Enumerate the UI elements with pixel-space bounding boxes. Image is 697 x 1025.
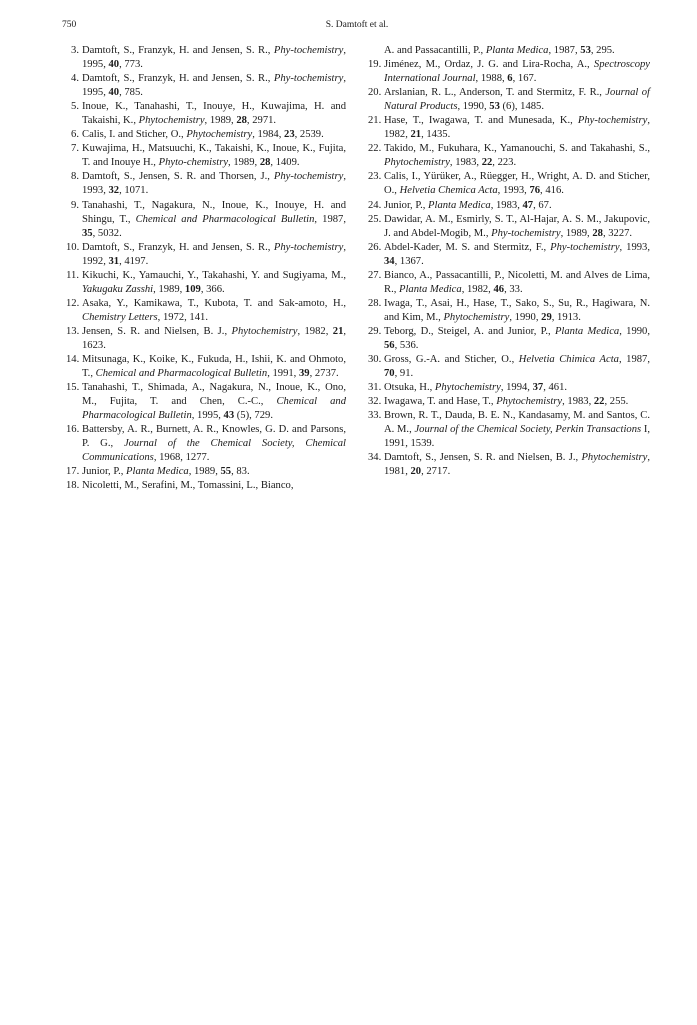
- reference-text: [82, 44, 346, 72]
- citation-text: , 1989,: [204, 115, 237, 127]
- citation-text: , 91.: [394, 368, 414, 380]
- reference-number: 28.: [368, 297, 382, 309]
- citation-text: , 1071.: [119, 185, 149, 197]
- reference-text: [384, 142, 650, 170]
- citation-text: , 67.: [533, 199, 552, 211]
- citation-text: Kuwajima, H., Matsuuchi, K., Takaishi, K., Inoue, K., Fujita, T. and Inouye H.,: [82, 143, 346, 169]
- reference-text: [82, 241, 346, 269]
- citation-text: Brown, R. T., Dauda, B. E. N., Kandasamy, M. and Santos, C. A. M.,: [384, 410, 650, 436]
- reference-item: [368, 213, 650, 241]
- reference-item: [66, 72, 346, 100]
- journal-title: Planta Medica: [485, 45, 549, 56]
- citation-text: Arslanian, R. L., Anderson, T. and Stermitz, F. R.,: [384, 87, 606, 99]
- volume-number: 23: [284, 129, 295, 141]
- reference-item: [368, 297, 650, 325]
- citation-text: , 773.: [119, 59, 143, 71]
- reference-text: [384, 86, 650, 114]
- citation-text: (5), 729.: [234, 410, 273, 422]
- citation-text: , 1993,: [497, 185, 530, 197]
- journal-title: Journal of the Chemical Society, Perkin Transactions: [414, 424, 642, 436]
- reference-text: [384, 241, 650, 269]
- citation-text: , 1984,: [252, 129, 285, 141]
- volume-number: 53: [489, 101, 500, 113]
- journal-title: Phy-tochemistry: [273, 73, 344, 85]
- journal-title: Planta Medica: [126, 466, 189, 478]
- citation-text: Damtoft, S., Franzyk, H. and Jensen, S. R.,: [82, 73, 274, 85]
- journal-title: Helvetia Chimica Acta: [518, 354, 619, 366]
- reference-text: [384, 297, 650, 325]
- citation-text: , 1989,: [560, 227, 593, 239]
- citation-text: Damtoft, S., Jensen, S. R. and Thorsen, J.,: [82, 171, 274, 183]
- citation-text: Inoue, K., Tanahashi, T., Inouye, H., Kuwajima, H. and Takaishi, K.,: [82, 101, 346, 127]
- citation-text: Hase, T., Iwagawa, T. and Munesada, K.,: [384, 115, 578, 127]
- reference-text: [82, 128, 346, 142]
- journal-title: Phytochemistry: [231, 325, 298, 337]
- reference-text: [384, 269, 650, 297]
- reference-number: 13.: [66, 325, 80, 337]
- citation-text: Damtoft, S., Jensen, S. R. and Nielsen, B. J.,: [384, 452, 582, 464]
- citation-text: , 1983,: [449, 157, 482, 169]
- citation-text: , 1995,: [82, 73, 346, 99]
- reference-number: 19.: [368, 59, 382, 71]
- reference-number: 16.: [66, 424, 80, 436]
- reference-number: 22.: [368, 143, 382, 155]
- reference-item: [368, 114, 650, 142]
- citation-text: , 1409.: [270, 157, 300, 169]
- reference-item: [66, 142, 346, 170]
- reference-number: 8.: [71, 171, 79, 183]
- reference-number: 29.: [368, 325, 382, 337]
- citation-text: , 1988,: [475, 73, 508, 85]
- citation-text: , 1989,: [188, 466, 221, 478]
- journal-title: Phytochemistry: [443, 311, 510, 323]
- citation-text: , 1435.: [421, 129, 451, 141]
- volume-number: 70: [384, 368, 395, 380]
- journal-title: Phytochemistry: [434, 382, 501, 394]
- journal-title: Phy-tochemistry: [491, 227, 561, 239]
- reference-text: [82, 381, 346, 423]
- citation-text: , 1991,: [267, 368, 299, 380]
- reference-number: 31.: [368, 382, 382, 394]
- citation-text: , 1983,: [490, 199, 523, 211]
- citation-text: Nicoletti, M., Serafini, M., Tomassini, L., Bianco,: [82, 480, 294, 492]
- journal-title: Phyto-chemistry: [158, 157, 229, 169]
- reference-text: [82, 100, 346, 128]
- citation-text: Mitsunaga, K., Koike, K., Fukuda, H., Ishii, K. and Ohmoto, T.,: [82, 354, 346, 380]
- reference-item: [66, 100, 346, 128]
- reference-number: 26.: [368, 241, 382, 253]
- citation-text: Battersby, A. R., Burnett, A. R., Knowles, G. D. and Parsons, P. G.,: [82, 424, 346, 450]
- reference-number: 6.: [71, 129, 79, 141]
- citation-text: Damtoft, S., Franzyk, H. and Jensen, S. R.,: [82, 241, 274, 253]
- reference-item: [368, 199, 650, 213]
- reference-text: [384, 381, 650, 395]
- citation-text: , 1994,: [500, 382, 533, 394]
- citation-text: Otsuka, H.,: [384, 382, 435, 394]
- reference-number: 7.: [71, 143, 79, 155]
- journal-title: Spectroscopy International Journal: [384, 59, 650, 85]
- reference-number: 21.: [368, 115, 382, 127]
- reference-number: 15.: [66, 382, 80, 394]
- volume-number: 43: [223, 410, 235, 422]
- citation-text: , 1983,: [562, 396, 594, 408]
- volume-number: 46: [493, 283, 505, 295]
- citation-text: , 1990,: [619, 325, 650, 337]
- reference-number: 27.: [368, 269, 382, 281]
- volume-number: 40: [108, 87, 120, 99]
- volume-number: 53: [580, 45, 591, 56]
- reference-item: [368, 170, 650, 198]
- volume-number: 6: [507, 73, 513, 85]
- reference-item: [66, 170, 346, 198]
- citation-text: Damtoft, S., Franzyk, H. and Jensen, S. R.,: [82, 45, 274, 56]
- citation-text: , 5032.: [92, 227, 122, 239]
- running-head: S. Damtoft et al.: [325, 20, 389, 30]
- reference-item: [66, 381, 346, 423]
- journal-title: Chemistry Letters: [82, 311, 158, 323]
- reference-text: [384, 353, 650, 381]
- citation-text: Teborg, D., Steigel, A. and Junior, P.,: [384, 325, 555, 337]
- volume-number: 34: [384, 255, 395, 267]
- journal-title: Yakugaku Zasshi: [82, 283, 154, 295]
- reference-number: 33.: [368, 410, 382, 422]
- citation-text: Kikuchi, K., Yamauchi, Y., Takahashi, Y. and Sugiyama, M.,: [82, 269, 346, 281]
- reference-number: 32.: [368, 396, 382, 408]
- citation-text: I, 1991, 1539.: [384, 424, 651, 450]
- citation-text: Tanahashi, T., Shimada, A., Nagakura, N., Inoue, K., Ono, M., Fujita, T. and Chen, C.-C.,: [82, 382, 346, 408]
- reference-text: [384, 451, 650, 479]
- citation-text: , 3227.: [602, 227, 633, 239]
- volume-number: 55: [220, 466, 232, 478]
- volume-number: 37: [532, 382, 544, 394]
- citation-text: Dawidar, A. M., Esmirly, S. T., Al-Hajar, A. S. M., Jakupovic, J. and Abdel-Mogib, M.,: [384, 213, 650, 239]
- citation-text: , 1995,: [191, 410, 224, 422]
- journal-title: Phy-tochemistry: [577, 115, 648, 127]
- reference-item: [368, 395, 650, 409]
- reference-text: [82, 269, 346, 297]
- citation-text: , 1367.: [394, 255, 424, 267]
- citation-text: Bianco, A., Passacantilli, P., Nicoletti, M. and Alves de Lima, R.,: [384, 269, 650, 295]
- volume-number: 22: [593, 396, 605, 408]
- reference-number: 18.: [66, 480, 80, 492]
- citation-text: Calis, I. and Sticher, O.,: [82, 129, 187, 141]
- reference-item: [368, 325, 650, 353]
- citation-text: Jensen, S. R. and Nielsen, B. J.,: [82, 325, 232, 337]
- citation-text: , 536.: [394, 339, 419, 351]
- journal-title: Phytochemistry: [384, 157, 450, 169]
- reference-item: [66, 297, 346, 325]
- journal-title: Phytochemistry: [496, 396, 563, 408]
- citation-text: , 295.: [590, 45, 615, 56]
- citation-text: , 1989,: [153, 283, 185, 295]
- citation-text: Takido, M., Fukuhara, K., Yamanouchi, S. and Takahashi, S.,: [384, 143, 650, 155]
- reference-text: [384, 409, 650, 451]
- reference-number: 20.: [368, 87, 382, 99]
- volume-number: 39: [298, 368, 310, 380]
- reference-number: 30.: [368, 354, 382, 366]
- citation-text: , 4197.: [119, 255, 149, 267]
- citation-text: , 1990,: [457, 101, 490, 113]
- citation-text: , 366.: [200, 283, 225, 295]
- citation-text: , 785.: [119, 87, 143, 99]
- journal-title: Chemical and Pharmacological Bulletin: [135, 213, 315, 225]
- reference-text: [82, 72, 346, 100]
- reference-text: [82, 479, 346, 493]
- reference-text: [82, 465, 346, 479]
- citation-text: (6), 1485.: [499, 101, 544, 113]
- volume-number: 40: [108, 59, 120, 71]
- reference-item: [368, 44, 650, 58]
- volume-number: 20: [410, 466, 422, 478]
- journal-title: Phy-tochemistry: [550, 241, 620, 253]
- citation-text: , 1993,: [82, 171, 346, 197]
- reference-item: [368, 58, 650, 86]
- citation-text: , 167.: [512, 73, 537, 85]
- reference-text: [82, 297, 346, 325]
- citation-text: , 1989,: [228, 157, 260, 169]
- reference-text: [82, 170, 346, 198]
- reference-text: [384, 213, 650, 241]
- reference-number: 17.: [66, 466, 80, 478]
- reference-item: [368, 269, 650, 297]
- journal-title: Phy-tochemistry: [273, 241, 344, 253]
- citation-text: , 1968, 1277.: [153, 452, 210, 464]
- volume-number: 32: [108, 185, 120, 197]
- volume-number: 35: [82, 227, 93, 239]
- reference-text: [82, 353, 346, 381]
- citation-text: , 1972, 141.: [157, 311, 208, 323]
- citation-text: , 1987,: [618, 354, 650, 366]
- reference-item: [368, 86, 650, 114]
- citation-text: Tanahashi, T., Nagakura, N., Inoue, K., Inouye, H. and Shingu, T.,: [82, 199, 346, 225]
- reference-item: [66, 241, 346, 269]
- citation-text: , 2539.: [294, 129, 324, 141]
- citation-text: Gross, G.-A. and Sticher, O.,: [384, 354, 519, 366]
- volume-number: 31: [108, 255, 120, 267]
- citation-text: Calis, I., Yürüker, A., Rüegger, H., Wright, A. D. and Sticher, O.,: [384, 171, 650, 197]
- journal-title: Chemical and Pharmacological Bulletin: [82, 396, 346, 422]
- reference-item: [66, 465, 346, 479]
- reference-text: [384, 170, 650, 198]
- reference-text: [384, 114, 650, 142]
- reference-item: [368, 353, 650, 381]
- volume-number: 21: [332, 325, 344, 337]
- citation-text: Abdel-Kader, M. S. and Stermitz, F.,: [384, 241, 551, 253]
- citation-text: , 1982,: [461, 283, 494, 295]
- reference-number: 11.: [66, 269, 79, 281]
- volume-number: 56: [384, 339, 395, 351]
- volume-number: 21: [410, 129, 422, 141]
- reference-text: [82, 325, 346, 353]
- volume-number: 28: [592, 227, 603, 239]
- citation-text: A. and Passacantilli, P.,: [384, 45, 486, 56]
- journal-title: Phy-tochemistry: [273, 45, 344, 56]
- volume-number: 47: [522, 199, 534, 211]
- volume-number: 29: [541, 311, 552, 323]
- reference-number: 9.: [71, 199, 79, 211]
- citation-text: , 1623.: [82, 325, 347, 351]
- reference-item: [368, 381, 650, 395]
- citation-text: Iwaga, T., Asai, H., Hase, T., Sako, S., Su, R., Hagiwara, N. and Kim, M.,: [384, 297, 650, 323]
- citation-text: , 461.: [543, 382, 568, 394]
- reference-number: 4.: [71, 73, 79, 85]
- journal-title: Journal of Natural Products: [384, 87, 650, 113]
- reference-text: [384, 199, 650, 213]
- reference-number: 12.: [66, 297, 80, 309]
- volume-number: 28: [259, 157, 271, 169]
- citation-text: , 83.: [231, 466, 250, 478]
- citation-text: , 1990,: [509, 311, 542, 323]
- reference-number: 3.: [71, 45, 79, 56]
- reference-item: [66, 128, 346, 142]
- journal-title: Phy-tochemistry: [273, 171, 344, 183]
- citation-text: , 416.: [540, 185, 564, 197]
- citation-text: , 1993,: [619, 241, 650, 253]
- reference-number: 34.: [368, 452, 382, 464]
- reference-text: [384, 395, 650, 409]
- citation-text: , 1913.: [551, 311, 581, 323]
- journal-title: Phytochemistry: [581, 452, 648, 464]
- journal-title: Planta Medica: [428, 199, 491, 211]
- citation-text: Asaka, Y., Kamikawa, T., Kubota, T. and Sak-amoto, H.,: [82, 297, 346, 309]
- reference-item: [368, 451, 650, 479]
- citation-text: , 2971.: [246, 115, 277, 127]
- reference-number: 14.: [66, 354, 80, 366]
- reference-number: 23.: [368, 171, 382, 183]
- citation-text: Iwagawa, T. and Hase, T.,: [384, 396, 497, 408]
- citation-text: , 1995,: [82, 45, 346, 71]
- citation-text: , 2717.: [421, 466, 451, 478]
- volume-number: 109: [184, 283, 201, 295]
- reference-item: [66, 353, 346, 381]
- journal-title: Chemical and Pharmacological Bulletin: [95, 368, 268, 380]
- reference-text: [384, 325, 650, 353]
- citation-text: , 2737.: [309, 368, 339, 380]
- reference-item: [66, 44, 346, 72]
- citation-text: , 1992,: [82, 241, 346, 267]
- journal-title: Journal of the Chemical Society, Chemical Communications: [82, 438, 346, 464]
- reference-number: 10.: [66, 241, 80, 253]
- reference-item: [368, 142, 650, 170]
- reference-number: 5.: [71, 101, 79, 113]
- reference-item: [368, 409, 650, 451]
- citation-text: , 1987,: [314, 213, 346, 225]
- references-right-column: [368, 44, 650, 479]
- journal-title: Planta Medica: [399, 283, 462, 295]
- volume-number: 22: [481, 157, 493, 169]
- volume-number: 28: [236, 115, 247, 127]
- journal-title: Phytochemistry: [138, 115, 205, 127]
- citation-text: , 33.: [504, 283, 523, 295]
- reference-text: [82, 423, 346, 465]
- reference-item: [66, 479, 346, 493]
- reference-number: 25.: [368, 213, 382, 225]
- reference-item: [66, 325, 346, 353]
- citation-text: , 255.: [604, 396, 629, 408]
- journal-title: Helvetia Chemica Acta: [399, 185, 498, 197]
- citation-text: Jiménez, M., Ordaz, J. G. and Lira-Rocha, A.,: [384, 59, 594, 71]
- journal-title: Phytochemistry: [186, 129, 253, 141]
- reference-item: [66, 423, 346, 465]
- reference-item: [368, 241, 650, 269]
- volume-number: 76: [529, 185, 541, 197]
- citation-text: , 1982,: [384, 115, 650, 141]
- citation-text: , 1982,: [297, 325, 333, 337]
- page-number: 750: [62, 20, 77, 30]
- citation-text: Junior, P.,: [384, 199, 429, 211]
- journal-title: Planta Medica: [554, 325, 620, 337]
- reference-text: [82, 142, 346, 170]
- citation-text: Junior, P.,: [82, 466, 127, 478]
- reference-text: [384, 58, 650, 86]
- reference-item: [66, 199, 346, 241]
- citation-text: , 1981,: [384, 452, 650, 478]
- reference-text: [384, 44, 650, 58]
- reference-text: [82, 199, 346, 241]
- citation-text: , 223.: [492, 157, 517, 169]
- page-header: [62, 18, 652, 32]
- citation-text: , 1987,: [548, 45, 581, 56]
- reference-item: [66, 269, 346, 297]
- references-left-column: [66, 44, 346, 494]
- reference-number: 24.: [368, 199, 382, 211]
